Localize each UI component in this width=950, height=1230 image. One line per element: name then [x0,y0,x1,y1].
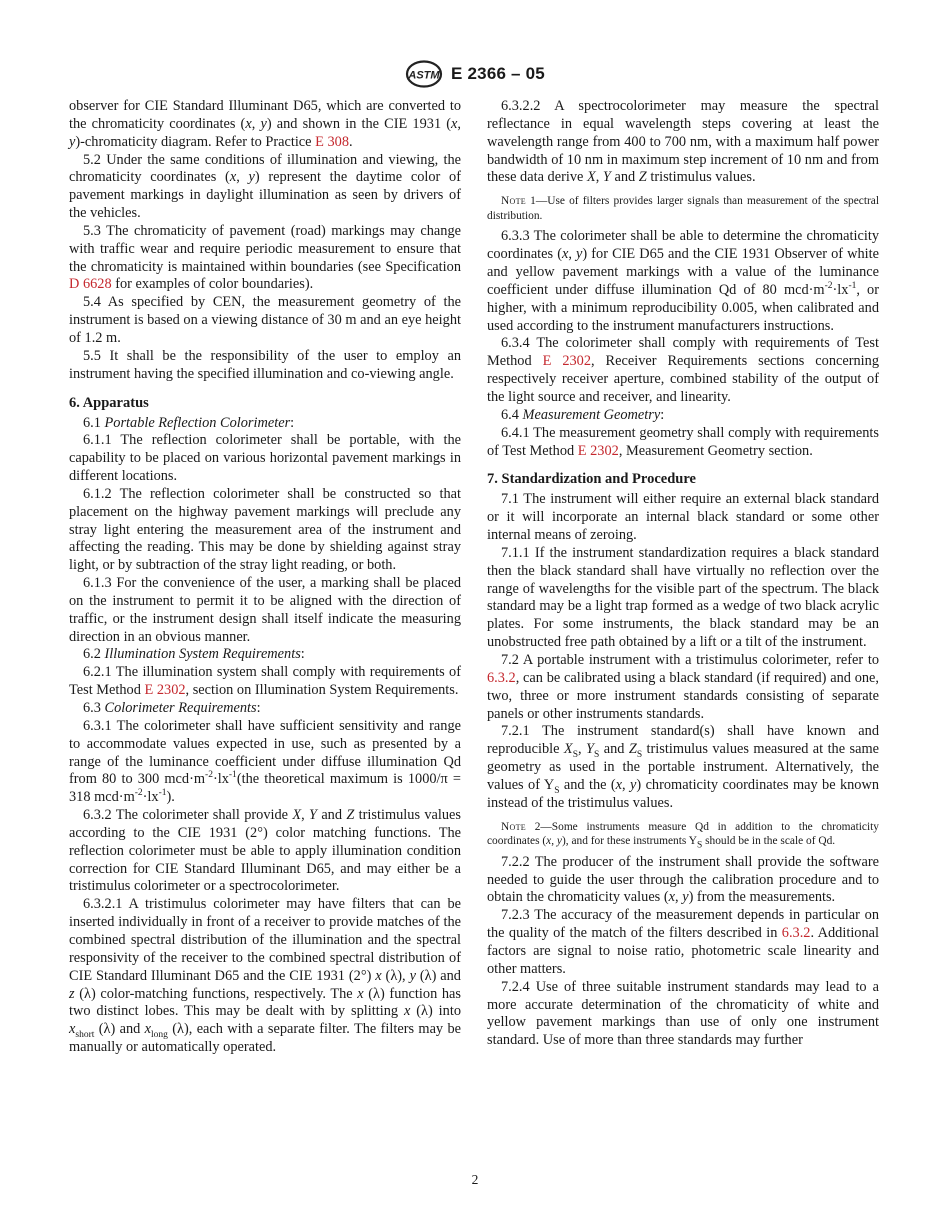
ref-link-e2302[interactable]: E 2302 [144,682,186,699]
paragraph-6-3-3: 6.3.3 The colorimeter shall be able to determine the chromaticity coordinates (x, y) for CIE D65 and the CIE 1931 Observer of white and yellow pavement markings with a value of the luminance coefficient under diffuse illumination Qd of 80 $mcd\cdot m^{-2}\cdot lx^{-1}$, or higher, with a minimum reproducibility 0.005, when calibrated and used according to the instrument manufacturers instructions. [487,228,879,334]
paragraph-6-2: 6.2 Illumination System Requirements: [83,646,305,663]
right-column [487,98,879,1050]
paragraph-6-3: 6.3 Colorimeter Requirements: [83,700,261,716]
paragraph-6-3-4: 6.3.4 The colorimeter shall comply with requirements of Test Method E 2302, Receiver Requirements sections concerning respectively receiver aperture, combined stability of the output of the light source and receiver, and linearity. [487,335,880,405]
paragraph-6-3-1: 6.3.1 The colorimeter shall have sufficient sensitivity and range to accommodate values expected in use, such as presented by a range of the luminance coefficient under diffuse illumination Qd from 80 to 300 $mcd\cdot m^{-2}\cdot lx^{-1}(the$ theoretical maximum is 1000/π = 318 $mcd\cdot m^{-2}\cdot lx^{-1}$). [69,717,461,806]
ref-link-6-3-2[interactable]: 6.3.2 [781,925,811,942]
paragraph-6-3-2: 6.3.2 The colorimeter shall provide X, Y and Z tristimulus values according to the CIE 1931 (2°) color matching functions. The reflection colorimeter must be able to apply illumination condition correction for CIE Standard Illuminant D65, and may either be a tristimulus colorimeter or a spectrocolorimeter. [69,807,461,895]
paragraph-7-1-1: 7.1.1 If the instrument standardization requires a black standard then the black standard shall have virtually no reflection over the range of wavelengths for the visible part of the spectrum. The black standard may be a light trap formed as a wedge of two black acrylic plates. For some instruments, the black standard may be an unobstructed free path obtained by a lift or a tilt of the instrument. [487,544,879,651]
astm-logo-icon [405,60,443,88]
paragraph-6-3-2-2: 6.3.2.2 A spectrocolorimeter may measure the spectral reflectance in equal wavelength steps covering at least the wavelength range from 400 to 700 nm, with a maximum half power bandwidth of 10 nm in maximum step increment of 10 nm and from these data derive X, Y and Z tristimulus values. [487,98,879,186]
page-header [0,60,950,88]
svg-text:ASTM: ASTM [408,69,440,82]
paragraph-5-2: 5.2 Under the same conditions of illumination and viewing, the chromaticity coordinates (x, y) represent the daytime color of pavement markings in daylight illumination as seen by drivers of the vehicles. [69,151,461,222]
note-1: Note 1—Use of filters provides larger signals than measurement of the spectral distribution. [487,195,879,222]
paragraph-6-4-1: 6.4.1 The measurement geometry shall comply with requirements of Test Method E 2302, Measurement Geometry section. [487,424,879,459]
paragraph-5-4: 5.4 As specified by CEN, the measurement geometry of the instrument is based on a viewing distance of 30 m and an eye height of 1.2 m. [69,294,461,346]
left-column [69,98,461,1057]
paragraph-7-1: 7.1 The instrument will either require an external black standard or it will incorporate an internal black standard or some other internal means of zeroing. [487,491,879,544]
paragraph-6-1: 6.1 Portable Reflection Colorimeter: [83,414,295,431]
ref-link-e2302[interactable]: E 2302 [542,353,592,370]
paragraph-intro: observer for CIE Standard Illuminant D65, which are converted to the chromaticity coordinates (x, y) and shown in the CIE 1931 (x, y)-chromaticity diagram. Refer to Practice E 308. [69,98,461,150]
section-heading-6: 6. Apparatus [69,394,149,411]
paragraph-6-4: 6.4 Measurement Geometry: [501,406,665,423]
section-heading-7: 7. Standardization and Procedure [487,471,696,488]
standard-designation: E 2366 – 05 [451,64,545,83]
paragraph-5-3: 5.3 The chromaticity of pavement (road) markings may change with traffic wear and require periodic measurement to ensure that the chromaticity is maintained within boundaries (see Specification D 6628 for examples of color boundaries). [69,222,461,293]
paragraph-7-2-2: 7.2.2 The producer of the instrument shall provide the software needed to guide the user through the calibration procedure and to obtain the chromaticity values (x, y) from the measurements. [487,853,879,906]
page-number: 2 [471,1172,479,1187]
paragraph-5-5: 5.5 It shall be the responsibility of the user to employ an instrument having the specified illumination and co-viewing angle. [69,347,461,382]
paragraph-6-3-2-1: 6.3.2.1 A tristimulus colorimeter may have filters that can be inserted individually in front of a receiver to provide matches of the combined spectral distribution of the illumination and the spectral responsivity of the receiver to the combined spectral distribution of CIE Standard Illuminant D65 and the CIE 1931 (2°) x (λ), y (λ) and z (λ) color-matching functions, respectively. The x (λ) function has two distinct lobes. This may be dealt with by splitting x (λ) into $x_{short}$ (λ) and $x_{long}$ (λ), each with a separate filter. The filters may be manually or automatically operated. [69,896,461,1056]
note-2: Note 2—Some instruments measure Qd in addition to the chromaticity coordinates (x, y), and for these instruments $Y_S$ should be in the scale of Qd. [487,820,879,851]
ref-link-e2302[interactable]: E 2302 [577,442,619,459]
paragraph-6-1-1: 6.1.1 The reflection colorimeter shall be portable, with the capability to be placed on various horizontal pavement markings in different locations. [69,432,461,485]
paragraph-6-2-1: 6.2.1 The illumination system shall comply with requirements of Test Method E 2302, section on Illumination System Requirements. [69,664,461,699]
ref-link-e308[interactable]: E 308 [315,133,350,150]
paragraph-7-2-3: 7.2.3 The accuracy of the measurement depends in particular on the quality of the match of the filters described in 6.3.2. Additional factors are signal to noise ratio, photometric scale linearity and other matters. [487,907,880,977]
paragraph-7-2-1: 7.2.1 The instrument standard(s) shall have known and reproducible $X_S$, $Y_S$ and $Z_S$ tristimulus values measured at the same geometry as used in the portable instrument. Alternatively, the values of $Y_S$ and the (x, y) chromaticity coordinates may be known instead of the tristimulus values. [487,723,880,811]
paragraph-7-2: 7.2 A portable instrument with a tristimulus colorimeter, refer to 6.3.2, can be calibrated using a black standard (if required) and one, two, three or more instrument standards consisting of separate panels or other instruments standards. [487,651,879,722]
ref-link-d6628[interactable]: D 6628 [69,276,112,293]
paragraph-6-1-3: 6.1.3 For the convenience of the user, a marking shall be placed on the instrument to permit it to be aligned with the direction of traffic, or the instrument design shall itself indicate the measuring direction in an obvious manner. [69,575,461,645]
ref-link-6-3-2[interactable]: 6.3.2 [487,669,516,686]
paragraph-7-2-4: 7.2.4 Use of three suitable instrument standards may lead to a more accurate determination of the chromaticity of white and yellow pavement markings than use of only one instrument standard. Use of more than three standards may further [487,978,879,1049]
paragraph-6-1-2: 6.1.2 The reflection colorimeter shall be constructed so that placement on the highway pavement markings will preclude any stray light entering the measurement area of the instrument and affecting the reading. This may be done by shielding against stray light, or by subtraction of the stray light reading, or both. [69,485,461,574]
